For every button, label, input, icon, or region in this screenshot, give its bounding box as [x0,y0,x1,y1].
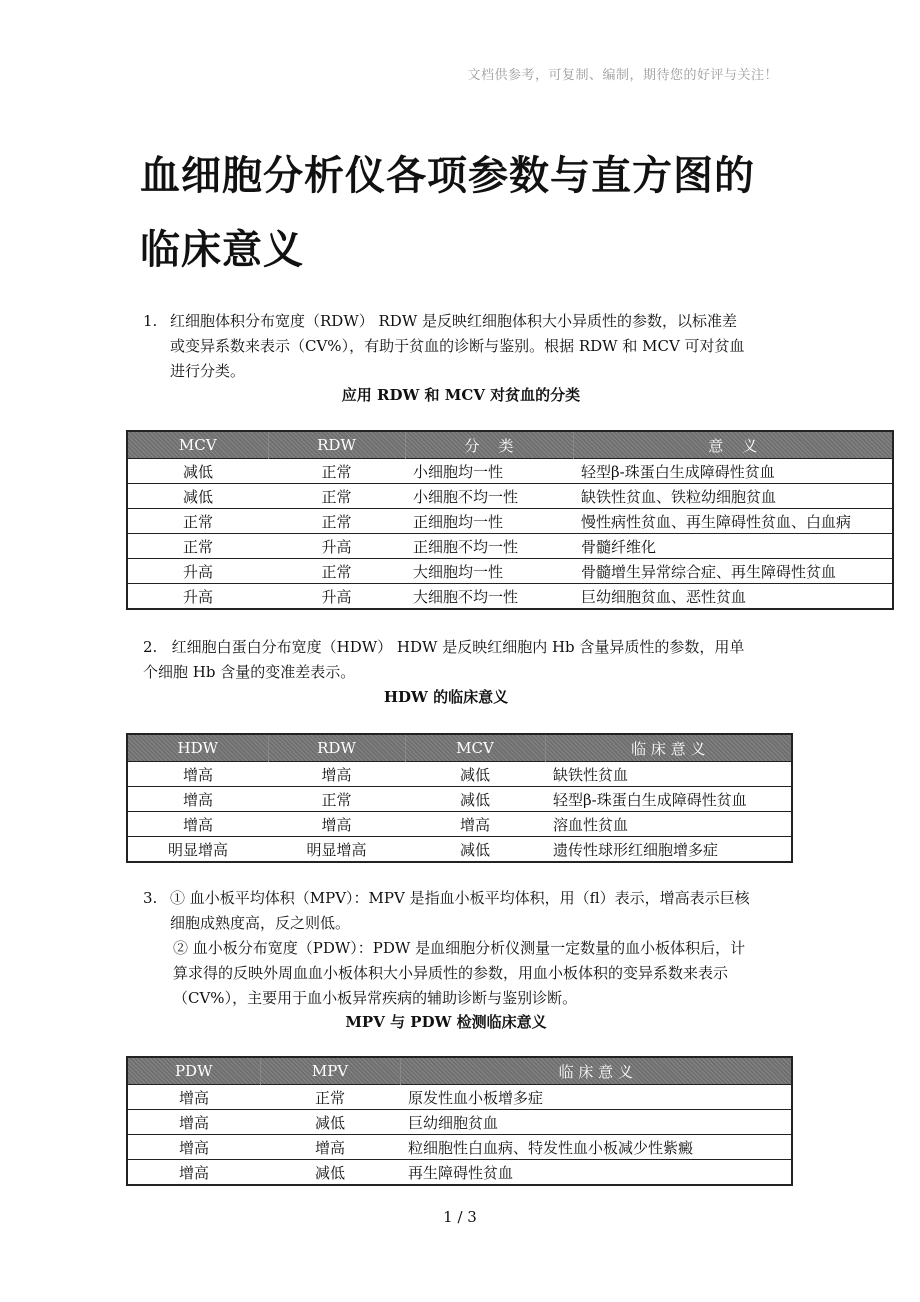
table-cell: 正常 [268,509,405,534]
section2-number: 2. [143,638,158,656]
table-cell: 增高 [405,812,545,837]
section1-number: 1. [143,312,158,330]
section1-line: 进行分类。 [170,362,246,380]
table-row [127,1110,792,1135]
table-cell: 增高 [127,787,268,812]
table-cell: 增高 [127,1160,260,1186]
table-cell: 巨幼细胞贫血、恶性贫血 [573,584,893,610]
table-cell: 增高 [127,1110,260,1135]
table-row [127,484,893,509]
table-row [127,762,792,787]
table-row [127,837,792,863]
table-cell: 减低 [260,1110,400,1135]
section1-paragraph [143,309,823,384]
section3-item2-line: （CV%），主要用于血小板异常疾病的辅助诊断与鉴别诊断。 [173,989,578,1007]
table-cell: 巨幼细胞贫血 [400,1110,792,1135]
table-cell: 升高 [268,584,405,610]
page-title-line2: 临床意义 [140,227,304,273]
table-cell: 增高 [260,1135,400,1160]
table-cell: 增高 [127,1135,260,1160]
section2-paragraph [143,635,823,685]
table-row [127,787,792,812]
table-cell: 正常 [127,534,268,559]
table-cell: 慢性病性贫血、再生障碍性贫血、白血病 [573,509,893,534]
table-header-row [127,431,893,459]
table-header-row [127,1057,792,1085]
table-cell: 原发性血小板增多症 [400,1085,792,1110]
table-cell: 遗传性球形红细胞增多症 [545,837,792,863]
table-rdw-mcv [126,430,894,610]
table-cell: 缺铁性贫血 [545,762,792,787]
table1-caption: 应用 RDW 和 MCV 对贫血的分类 [341,386,581,404]
table-cell: 小细胞均一性 [405,459,573,484]
table-cell: 正常 [260,1085,400,1110]
table-cell: 骨髓增生异常综合症、再生障碍性贫血 [573,559,893,584]
table-row [127,1160,792,1186]
section3-item1-line: 细胞成熟度高，反之则低。 [170,914,351,932]
table-header-row [127,734,792,762]
table-cell: 正常 [127,509,268,534]
column-header: MCV [127,431,268,459]
column-header: 临 床 意 义 [545,734,792,762]
section3-number: 3. [143,889,158,907]
section3-item2-line: ② 血小板分布宽度（PDW）：PDW 是血细胞分析仪测量一定数量的血小板体积后，计 [173,939,746,957]
table-row [127,584,893,610]
table-cell: 正常 [268,787,405,812]
table-cell: 减低 [260,1160,400,1186]
table-cell: 升高 [127,584,268,610]
column-header: 临 床 意 义 [400,1057,792,1085]
table-cell: 正细胞不均一性 [405,534,573,559]
section1-line: 或变异系数来表示（CV%），有助于贫血的诊断与鉴别。根据 RDW 和 MCV 可对贫血 [170,337,745,355]
table-cell: 减低 [405,762,545,787]
table-cell: 缺铁性贫血、铁粒幼细胞贫血 [573,484,893,509]
table3-caption: MPV 与 PDW 检测临床意义 [345,1013,547,1031]
table-cell: 升高 [127,559,268,584]
table-cell: 增高 [127,812,268,837]
table-row [127,534,893,559]
table-cell: 减低 [405,787,545,812]
table-cell: 骨髓纤维化 [573,534,893,559]
table-row [127,1135,792,1160]
table-row [127,459,893,484]
table-row [127,1085,792,1110]
column-header: 意 义 [573,431,893,459]
table-cell: 明显增高 [268,837,405,863]
table-cell: 轻型β-珠蛋白生成障碍性贫血 [545,787,792,812]
section2-line: 个细胞 Hb 含量的变准差表示。 [143,663,356,681]
table-cell: 正常 [268,459,405,484]
table-cell: 明显增高 [127,837,268,863]
table-cell: 轻型β-珠蛋白生成障碍性贫血 [573,459,893,484]
table-row [127,812,792,837]
table-cell: 增高 [268,762,405,787]
table-mpv-pdw [126,1056,793,1186]
table-cell: 大细胞均一性 [405,559,573,584]
table-hdw [126,733,793,863]
section3-item2-line: 算求得的反映外周血血小板体积大小异质性的参数，用血小板体积的变异系数来表示 [173,964,729,982]
table-cell: 大细胞不均一性 [405,584,573,610]
column-header: PDW [127,1057,260,1085]
table-row [127,559,893,584]
table2-caption: HDW 的临床意义 [383,688,509,706]
table-cell: 减低 [127,459,268,484]
section3-item1-line: ① 血小板平均体积（MPV）：MPV 是指血小板平均体积，用（fl）表示，增高表示巨核 [170,889,750,907]
section3-paragraph [143,886,823,1011]
table-cell: 减低 [405,837,545,863]
page-title-line1: 血细胞分析仪各项参数与直方图的 [140,153,755,199]
column-header: RDW [268,431,405,459]
table-row [127,509,893,534]
column-header: RDW [268,734,405,762]
watermark: 文档供参考，可复制、编制，期待您的好评与关注！ [467,68,778,83]
page-number: 1 / 3 [443,1208,477,1226]
table-cell: 升高 [268,534,405,559]
column-header: MCV [405,734,545,762]
table-cell: 正常 [268,559,405,584]
column-header: 分 类 [405,431,573,459]
column-header: HDW [127,734,268,762]
section2-line: 红细胞白蛋白分布宽度（HDW） HDW 是反映红细胞内 Hb 含量异质性的参数，用单 [171,638,745,656]
table-cell: 小细胞不均一性 [405,484,573,509]
table-cell: 再生障碍性贫血 [400,1160,792,1186]
table-cell: 增高 [127,1085,260,1110]
table-cell: 溶血性贫血 [545,812,792,837]
section1-line: 红细胞体积分布宽度（RDW） RDW 是反映红细胞体积大小异质性的参数，以标准差 [170,312,738,330]
table-cell: 减低 [127,484,268,509]
table-cell: 增高 [268,812,405,837]
table-cell: 增高 [127,762,268,787]
table-cell: 粒细胞性白血病、特发性血小板减少性紫癜 [400,1135,792,1160]
table-cell: 正细胞均一性 [405,509,573,534]
column-header: MPV [260,1057,400,1085]
table-cell: 正常 [268,484,405,509]
